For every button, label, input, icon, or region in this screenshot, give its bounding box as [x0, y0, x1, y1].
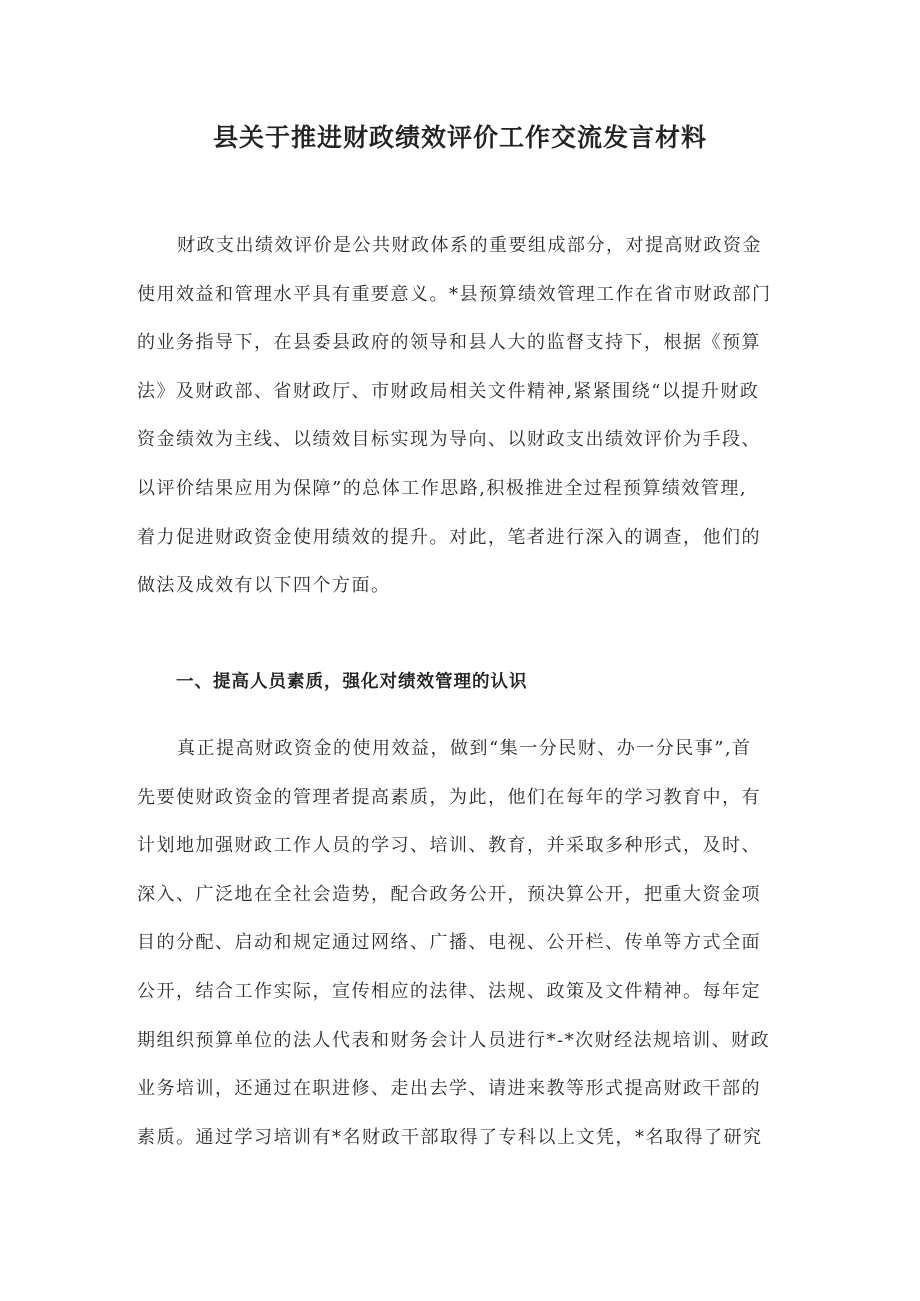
paragraph-line: 法》及财政部、省财政厅、市财政局相关文件精神,紧紧围绕“以提升财政: [137, 380, 760, 402]
paragraph-line: 使用效益和管理水平具有重要意义。*县预算绩效管理工作在省市财政部门: [137, 283, 772, 305]
paragraph-line: 目的分配、启动和规定通过网络、广播、电视、公开栏、传单等方式全面: [137, 932, 761, 954]
paragraph-line: 业务培训，还通过在职进修、走出去学、请进来教等形式提高财政干部的: [137, 1078, 761, 1100]
paragraph-line: 财政支出绩效评价是公共财政体系的重要组成部分，对提高财政资金: [177, 235, 762, 256]
document-title: 县关于推进财政绩效评价工作交流发言材料: [212, 123, 707, 152]
paragraph-line: 素质。通过学习培训有*名财政干部取得了专科以上文凭，*名取得了研究: [137, 1126, 763, 1148]
paragraph-line: 期组织预算单位的法人代表和财务会计人员进行*-*次财经法规培训、财政: [137, 1029, 771, 1051]
paragraph-line: 以评价结果应用为保障”的总体工作思路,积极推进全过程预算绩效管理,: [137, 477, 748, 499]
paragraph-line: 公开，结合工作实际，宣传相应的法律、法规、政策及文件精神。每年定: [137, 980, 761, 1002]
paragraph-line: 资金绩效为主线、以绩效目标实现为导向、以财政支出绩效评价为手段、: [137, 429, 761, 451]
paragraph-line: 做法及成效有以下四个方面。: [137, 575, 391, 597]
paragraph-line: 计划地加强财政工作人员的学习、培训、教育，并采取多种形式，及时、: [137, 835, 761, 857]
section-heading: 一、提高人员素质，强化对绩效管理的认识: [176, 672, 528, 692]
paragraph-intro: [137, 222, 787, 611]
paragraph-line: 深入、广泛地在全社会造势，配合政务公开，预决算公开，把重大资金项: [137, 883, 761, 905]
paragraph-line: 先要使财政资金的管理者提高素质，为此，他们在每年的学习教育中，有: [137, 786, 761, 808]
paragraph-section1: [137, 725, 787, 1162]
paragraph-line: 真正提高财政资金的使用效益，做到“集一分民财、办一分民事”,首: [177, 738, 752, 759]
paragraph-line: 的业务指导下，在县委县政府的领导和县人大的监督支持下，根据《预算: [137, 332, 761, 354]
paragraph-line: 着力促进财政资金使用绩效的提升。对此，笔者进行深入的调查，他们的: [137, 526, 761, 548]
